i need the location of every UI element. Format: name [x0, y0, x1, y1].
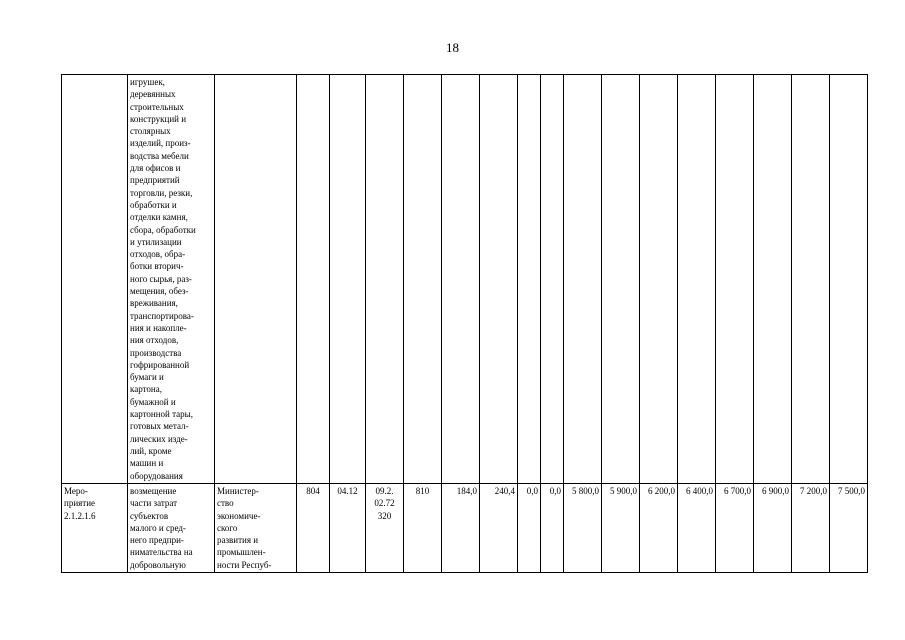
row-executor: Министер- ство экономиче- ского развития и промышлен- ности Респуб- — [215, 484, 297, 573]
value-cell: 240,4 — [480, 484, 518, 573]
section-cell: 04.12 — [330, 484, 366, 573]
budget-table — [61, 74, 868, 573]
value-cell: 184,0 — [442, 484, 480, 573]
row-label: Меро- приятие 2.1.2.1.6 — [62, 484, 128, 573]
value-cell: 6 400,0 — [678, 484, 716, 573]
value-cell: 5 900,0 — [602, 484, 640, 573]
value-cell — [830, 75, 868, 484]
value-cell: 6 700,0 — [716, 484, 754, 573]
value-cell — [754, 75, 792, 484]
row-description: игрушек, деревянных строительных конструкций и столярных изделий, произ- водства мебели для офисов и предприятий торговли, резки, обработки и отделки камня, сбора, обработки и утилизации отходов, обра- ботки вторич- ного сырья, раз- мещения, обез- вреживания, транспортирова- ния и накопле- ния отходов, производства гофрированной бумаги и картона, бумажной и картонной тары, готовых метал- лических изде- лий, кроме машин и оборудования — [128, 75, 215, 484]
value-cell: 5 800,0 — [564, 484, 602, 573]
target-article-cell: 09.2. 02.72 320 — [366, 484, 404, 573]
value-cell: 0,0 — [518, 484, 541, 573]
value-cell: 6 200,0 — [640, 484, 678, 573]
value-cell — [602, 75, 640, 484]
row-label — [62, 75, 128, 484]
grbs-cell — [297, 75, 330, 484]
expense-type-cell: 810 — [404, 484, 442, 573]
value-cell — [792, 75, 830, 484]
grbs-cell: 804 — [297, 484, 330, 573]
value-cell — [716, 75, 754, 484]
value-cell — [442, 75, 480, 484]
value-cell — [541, 75, 564, 484]
value-cell — [678, 75, 716, 484]
value-cell: 6 900,0 — [754, 484, 792, 573]
row-description: возмещение части затрат субъектов малого и сред- него предпри- нимательства на добровольную — [128, 484, 215, 573]
value-cell — [640, 75, 678, 484]
value-cell — [480, 75, 518, 484]
section-cell — [330, 75, 366, 484]
table-row — [62, 484, 868, 573]
value-cell: 7 500,0 — [830, 484, 868, 573]
value-cell: 0,0 — [541, 484, 564, 573]
value-cell — [518, 75, 541, 484]
row-executor — [215, 75, 297, 484]
table-row — [62, 75, 868, 484]
target-article-cell — [366, 75, 404, 484]
expense-type-cell — [404, 75, 442, 484]
value-cell: 7 200,0 — [792, 484, 830, 573]
page-number: 18 — [446, 40, 459, 55]
value-cell — [564, 75, 602, 484]
